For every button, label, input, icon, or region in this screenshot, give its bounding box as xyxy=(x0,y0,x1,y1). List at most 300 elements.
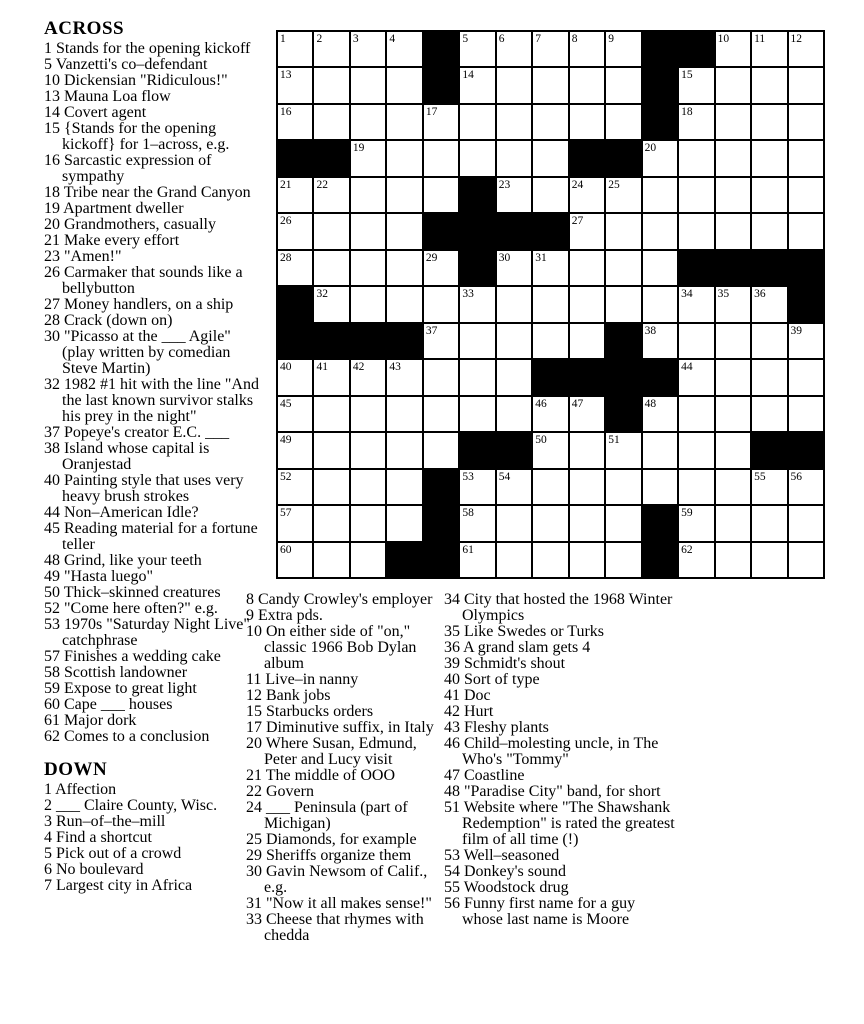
grid-cell[interactable] xyxy=(387,178,421,212)
grid-cell[interactable] xyxy=(570,68,604,102)
black-cell xyxy=(278,141,312,175)
grid-cell[interactable] xyxy=(789,141,823,175)
clue-number: 15 xyxy=(44,120,60,137)
grid-cell[interactable] xyxy=(387,141,421,175)
grid-cell[interactable] xyxy=(351,105,385,139)
grid-cell[interactable] xyxy=(533,324,567,358)
black-cell xyxy=(643,68,677,102)
cell-number: 1 xyxy=(280,33,286,45)
down-clue xyxy=(44,798,264,814)
grid-cell[interactable] xyxy=(533,287,567,321)
black-cell xyxy=(606,141,640,175)
grid-cell[interactable] xyxy=(789,214,823,248)
grid-cell[interactable] xyxy=(424,433,458,467)
grid-cell[interactable] xyxy=(387,251,421,285)
grid-cell[interactable] xyxy=(387,32,421,66)
clue-number: 18 xyxy=(44,184,60,201)
grid-cell[interactable] xyxy=(716,32,750,66)
grid-cell[interactable] xyxy=(387,470,421,504)
black-cell xyxy=(497,214,531,248)
grid-cell[interactable] xyxy=(716,324,750,358)
grid-cell[interactable] xyxy=(351,251,385,285)
grid-cell[interactable] xyxy=(424,287,458,321)
grid-cell[interactable] xyxy=(752,543,786,577)
grid-cell[interactable] xyxy=(679,68,713,102)
cell-number: 36 xyxy=(754,288,766,301)
grid-cell[interactable] xyxy=(570,506,604,540)
grid-cell[interactable] xyxy=(533,32,567,66)
grid-cell[interactable] xyxy=(679,287,713,321)
grid-cell[interactable] xyxy=(497,68,531,102)
grid-cell[interactable] xyxy=(351,397,385,431)
grid-cell[interactable] xyxy=(424,178,458,212)
grid-cell[interactable] xyxy=(716,68,750,102)
grid-cell[interactable] xyxy=(570,214,604,248)
clue-number: 40 xyxy=(444,671,460,688)
grid-cell[interactable] xyxy=(351,506,385,540)
grid-cell[interactable] xyxy=(387,397,421,431)
across-clue xyxy=(44,585,264,601)
grid-cell[interactable] xyxy=(387,68,421,102)
grid-cell[interactable] xyxy=(752,68,786,102)
clue-text: Non–American Idle? xyxy=(64,504,199,521)
cell-number: 7 xyxy=(535,33,542,45)
clue-text: Well–seasoned xyxy=(463,847,560,864)
grid-cell[interactable] xyxy=(679,506,713,540)
clue-text: Website where "The Shawshank Redemption" is rated the greatest film of all time (!) xyxy=(462,799,675,848)
grid-cell[interactable] xyxy=(570,105,604,139)
grid-cell[interactable] xyxy=(716,433,750,467)
across-clue xyxy=(44,201,264,217)
grid-cell[interactable] xyxy=(679,105,713,139)
grid-cell[interactable] xyxy=(716,470,750,504)
clue-number: 26 xyxy=(44,264,60,281)
grid-cell[interactable] xyxy=(314,251,348,285)
clue-text: Diminutive suffix, in Italy xyxy=(266,719,434,736)
clue-number: 22 xyxy=(246,783,262,800)
grid-cell[interactable] xyxy=(570,287,604,321)
across-clue xyxy=(44,313,264,329)
cell-number: 22 xyxy=(316,178,328,191)
grid-cell[interactable] xyxy=(424,105,458,139)
clue-number: 20 xyxy=(246,735,262,752)
down-clue xyxy=(246,608,440,624)
clue-text: Doc xyxy=(464,687,491,704)
clue-text: Coastline xyxy=(464,767,525,784)
across-clue xyxy=(44,473,264,505)
cell-number: 60 xyxy=(280,543,292,556)
cell-number: 10 xyxy=(717,33,730,45)
crossword-grid xyxy=(276,30,825,579)
grid-cell[interactable] xyxy=(424,360,458,394)
grid-cell[interactable] xyxy=(606,433,640,467)
grid-cell[interactable] xyxy=(752,506,786,540)
grid-cell[interactable] xyxy=(643,324,677,358)
grid-cell[interactable] xyxy=(314,68,348,102)
black-cell xyxy=(679,32,713,66)
cell-number: 50 xyxy=(535,434,547,447)
grid-cell[interactable] xyxy=(314,506,348,540)
grid-cell[interactable] xyxy=(278,360,312,394)
grid-cell[interactable] xyxy=(278,397,312,431)
grid-cell[interactable] xyxy=(314,470,348,504)
grid-cell[interactable] xyxy=(679,543,713,577)
black-cell xyxy=(752,251,786,285)
grid-cell[interactable] xyxy=(497,470,531,504)
clue-number: 29 xyxy=(246,847,262,864)
grid-cell[interactable] xyxy=(460,360,494,394)
clue-number: 10 xyxy=(246,623,262,640)
grid-cell[interactable] xyxy=(533,433,567,467)
grid-cell[interactable] xyxy=(606,287,640,321)
cell-number: 5 xyxy=(462,33,469,45)
grid-cell[interactable] xyxy=(424,324,458,358)
grid-cell[interactable] xyxy=(497,178,531,212)
grid-cell[interactable] xyxy=(606,68,640,102)
grid-cell[interactable] xyxy=(752,470,786,504)
grid-cell[interactable] xyxy=(460,470,494,504)
grid-cell[interactable] xyxy=(351,141,385,175)
clue-number: 50 xyxy=(44,584,60,601)
across-clue-list xyxy=(44,41,264,745)
clue-text: On either side of "on," classic 1966 Bob Dylan album xyxy=(264,623,417,672)
grid-cell[interactable] xyxy=(643,433,677,467)
grid-cell[interactable] xyxy=(533,178,567,212)
grid-cell[interactable] xyxy=(570,32,604,66)
grid-cell[interactable] xyxy=(351,287,385,321)
cell-number: 34 xyxy=(681,288,693,301)
grid-cell[interactable] xyxy=(606,178,640,212)
clue-number: 39 xyxy=(444,655,460,672)
grid-cell[interactable] xyxy=(460,506,494,540)
black-cell xyxy=(643,32,677,66)
clue-number: 17 xyxy=(246,719,262,736)
black-cell xyxy=(424,506,458,540)
clue-number: 15 xyxy=(246,703,262,720)
grid-cell[interactable] xyxy=(533,251,567,285)
clue-number: 32 xyxy=(44,376,60,393)
clue-text: Starbucks orders xyxy=(266,703,374,720)
grid-cell[interactable] xyxy=(278,178,312,212)
grid-cell[interactable] xyxy=(314,360,348,394)
grid-cell[interactable] xyxy=(789,397,823,431)
across-clue xyxy=(44,617,264,649)
grid-cell[interactable] xyxy=(679,324,713,358)
grid-cell[interactable] xyxy=(643,470,677,504)
down-clue xyxy=(246,704,440,720)
grid-cell[interactable] xyxy=(497,251,531,285)
cell-number: 12 xyxy=(790,33,803,45)
grid-cell[interactable] xyxy=(351,214,385,248)
grid-cell[interactable] xyxy=(387,360,421,394)
grid-cell[interactable] xyxy=(606,214,640,248)
clue-text: Money handlers, on a ship xyxy=(64,296,234,313)
grid-cell[interactable] xyxy=(460,105,494,139)
down-clue xyxy=(444,768,676,784)
grid-cell[interactable] xyxy=(679,141,713,175)
grid-cell[interactable] xyxy=(351,68,385,102)
grid-cell[interactable] xyxy=(716,397,750,431)
grid-cell[interactable] xyxy=(278,506,312,540)
grid-cell[interactable] xyxy=(387,214,421,248)
grid-cell[interactable] xyxy=(789,105,823,139)
clue-text: Major dork xyxy=(64,712,137,729)
grid-cell[interactable] xyxy=(752,287,786,321)
grid-cell[interactable] xyxy=(314,178,348,212)
clue-number: 52 xyxy=(44,600,60,617)
grid-cell[interactable] xyxy=(533,506,567,540)
grid-cell[interactable] xyxy=(387,506,421,540)
clue-number: 20 xyxy=(44,216,60,233)
grid-cell[interactable] xyxy=(278,543,312,577)
grid-cell[interactable] xyxy=(533,68,567,102)
cell-number: 33 xyxy=(462,288,474,301)
grid-cell[interactable] xyxy=(752,141,786,175)
clue-text: Run–of–the–mill xyxy=(56,813,166,830)
black-cell xyxy=(533,360,567,394)
grid-cell[interactable] xyxy=(314,287,348,321)
grid-cell[interactable] xyxy=(533,105,567,139)
down-clue xyxy=(444,624,676,640)
grid-cell[interactable] xyxy=(424,141,458,175)
grid-cell[interactable] xyxy=(460,543,494,577)
grid-cell[interactable] xyxy=(606,105,640,139)
clue-text: Vanzetti's co–defendant xyxy=(55,56,208,73)
across-clues-column xyxy=(44,18,264,894)
down-clue xyxy=(246,688,440,704)
grid-cell[interactable] xyxy=(278,105,312,139)
grid-cell[interactable] xyxy=(716,105,750,139)
across-clue xyxy=(44,233,264,249)
grid-cell[interactable] xyxy=(643,141,677,175)
grid-cell[interactable] xyxy=(424,397,458,431)
grid-cell[interactable] xyxy=(789,32,823,66)
grid-cell[interactable] xyxy=(460,141,494,175)
across-clue xyxy=(44,73,264,89)
black-cell xyxy=(789,287,823,321)
black-cell xyxy=(716,251,750,285)
grid-cell[interactable] xyxy=(789,470,823,504)
grid-cell[interactable] xyxy=(716,178,750,212)
down-clue xyxy=(44,782,264,798)
grid-cell[interactable] xyxy=(497,324,531,358)
grid-cell[interactable] xyxy=(679,433,713,467)
grid-cell[interactable] xyxy=(570,397,604,431)
grid-cell[interactable] xyxy=(314,543,348,577)
grid-cell[interactable] xyxy=(570,251,604,285)
cell-number: 24 xyxy=(571,178,584,191)
down-clue xyxy=(444,848,676,864)
grid-cell[interactable] xyxy=(460,287,494,321)
grid-cell[interactable] xyxy=(606,251,640,285)
grid-cell[interactable] xyxy=(314,32,348,66)
cell-number: 2 xyxy=(316,33,323,45)
clue-text: Schmidt's shout xyxy=(464,655,566,672)
grid-cell[interactable] xyxy=(278,68,312,102)
grid-cell[interactable] xyxy=(460,68,494,102)
grid-cell[interactable] xyxy=(716,214,750,248)
clue-text: City that hosted the 1968 Winter Olympics xyxy=(462,591,673,624)
across-clue xyxy=(44,521,264,553)
grid-cell[interactable] xyxy=(679,397,713,431)
black-cell xyxy=(278,287,312,321)
grid-cell[interactable] xyxy=(752,178,786,212)
clue-number: 24 xyxy=(246,799,262,816)
grid-cell[interactable] xyxy=(679,470,713,504)
clue-text: Popeye's creator E.C. ___ xyxy=(64,424,230,441)
grid-cell[interactable] xyxy=(351,360,385,394)
black-cell xyxy=(606,397,640,431)
grid-cell[interactable] xyxy=(460,324,494,358)
grid-cell[interactable] xyxy=(278,32,312,66)
cell-number: 37 xyxy=(425,324,438,337)
clue-number: 55 xyxy=(444,879,460,896)
grid-cell[interactable] xyxy=(752,32,786,66)
grid-cell[interactable] xyxy=(789,543,823,577)
grid-cell[interactable] xyxy=(643,214,677,248)
grid-cell[interactable] xyxy=(278,433,312,467)
grid-cell[interactable] xyxy=(789,506,823,540)
cell-number: 57 xyxy=(280,507,292,520)
grid-cell[interactable] xyxy=(497,32,531,66)
grid-cell[interactable] xyxy=(460,397,494,431)
down-clue xyxy=(246,592,440,608)
grid-cell[interactable] xyxy=(789,68,823,102)
grid-cell[interactable] xyxy=(716,543,750,577)
grid-cell[interactable] xyxy=(351,32,385,66)
down-clues-column-middle xyxy=(246,592,440,944)
grid-cell[interactable] xyxy=(533,397,567,431)
clue-number: 33 xyxy=(246,911,262,928)
clue-number: 47 xyxy=(444,767,460,784)
grid-cell[interactable] xyxy=(606,506,640,540)
grid-cell[interactable] xyxy=(679,214,713,248)
cell-number: 16 xyxy=(280,105,292,118)
grid-cell[interactable] xyxy=(351,178,385,212)
grid-cell[interactable] xyxy=(752,397,786,431)
grid-cell[interactable] xyxy=(570,543,604,577)
clue-text: Pick out of a crowd xyxy=(56,845,182,862)
black-cell xyxy=(387,543,421,577)
grid-cell[interactable] xyxy=(679,178,713,212)
grid-cell[interactable] xyxy=(643,397,677,431)
black-cell xyxy=(679,251,713,285)
grid-cell[interactable] xyxy=(570,433,604,467)
grid-cell[interactable] xyxy=(606,543,640,577)
clue-number: 48 xyxy=(44,552,60,569)
grid-cell[interactable] xyxy=(387,433,421,467)
clue-text: "Come here often?" e.g. xyxy=(64,600,218,617)
grid-cell[interactable] xyxy=(278,251,312,285)
grid-cell[interactable] xyxy=(606,32,640,66)
clue-number: 3 xyxy=(44,813,52,830)
clue-text: Diamonds, for example xyxy=(266,831,417,848)
down-clue xyxy=(246,912,440,944)
clue-number: 5 xyxy=(44,56,52,73)
grid-cell[interactable] xyxy=(533,470,567,504)
grid-cell[interactable] xyxy=(570,324,604,358)
grid-cell[interactable] xyxy=(351,543,385,577)
grid-cell[interactable] xyxy=(606,470,640,504)
grid-cell[interactable] xyxy=(278,470,312,504)
across-clue xyxy=(44,649,264,665)
grid-cell[interactable] xyxy=(533,141,567,175)
grid-cell[interactable] xyxy=(278,214,312,248)
cell-number: 30 xyxy=(498,251,511,264)
grid-cell[interactable] xyxy=(789,324,823,358)
across-clue xyxy=(44,601,264,617)
clue-text: A grand slam gets 4 xyxy=(463,639,591,656)
grid-cell[interactable] xyxy=(716,287,750,321)
grid-cell[interactable] xyxy=(643,178,677,212)
down-clue xyxy=(44,814,264,830)
grid-cell[interactable] xyxy=(679,360,713,394)
grid-cell[interactable] xyxy=(533,543,567,577)
grid-cell[interactable] xyxy=(497,105,531,139)
grid-cell[interactable] xyxy=(460,32,494,66)
grid-cell[interactable] xyxy=(497,397,531,431)
across-clue xyxy=(44,105,264,121)
grid-cell[interactable] xyxy=(387,105,421,139)
grid-cell[interactable] xyxy=(789,360,823,394)
grid-cell[interactable] xyxy=(497,360,531,394)
clue-number: 28 xyxy=(44,312,60,329)
grid-cell[interactable] xyxy=(643,251,677,285)
grid-cell[interactable] xyxy=(424,251,458,285)
grid-cell[interactable] xyxy=(497,506,531,540)
black-cell xyxy=(424,543,458,577)
clue-number: 61 xyxy=(44,712,60,729)
grid-cell[interactable] xyxy=(716,141,750,175)
grid-cell[interactable] xyxy=(752,214,786,248)
clue-text: Largest city in Africa xyxy=(56,877,193,894)
grid-cell[interactable] xyxy=(643,287,677,321)
clue-number: 56 xyxy=(444,895,460,912)
grid-cell[interactable] xyxy=(570,470,604,504)
cell-number: 45 xyxy=(280,397,292,410)
grid-cell[interactable] xyxy=(570,178,604,212)
grid-cell[interactable] xyxy=(314,397,348,431)
grid-cell[interactable] xyxy=(752,360,786,394)
clue-number: 30 xyxy=(44,328,60,345)
grid-cell[interactable] xyxy=(789,178,823,212)
clue-text: Grandmothers, casually xyxy=(64,216,216,233)
across-clue xyxy=(44,297,264,313)
grid-cell[interactable] xyxy=(314,433,348,467)
grid-cell[interactable] xyxy=(387,287,421,321)
grid-cell[interactable] xyxy=(716,360,750,394)
down-clue xyxy=(444,592,676,624)
grid-cell[interactable] xyxy=(351,433,385,467)
clue-text: Govern xyxy=(266,783,314,800)
clue-text: ___ Claire County, Wisc. xyxy=(56,797,218,814)
grid-cell[interactable] xyxy=(497,287,531,321)
clue-number: 19 xyxy=(44,200,60,217)
grid-cell[interactable] xyxy=(314,214,348,248)
grid-cell[interactable] xyxy=(497,543,531,577)
grid-cell[interactable] xyxy=(314,105,348,139)
grid-cell[interactable] xyxy=(752,105,786,139)
clue-number: 54 xyxy=(444,863,460,880)
grid-cell[interactable] xyxy=(716,506,750,540)
cell-number: 43 xyxy=(389,361,401,374)
across-clue xyxy=(44,681,264,697)
black-cell xyxy=(606,324,640,358)
grid-cell[interactable] xyxy=(497,141,531,175)
clue-text: Candy Crowley's employer xyxy=(258,591,433,608)
grid-cell[interactable] xyxy=(752,324,786,358)
grid-cell[interactable] xyxy=(351,470,385,504)
